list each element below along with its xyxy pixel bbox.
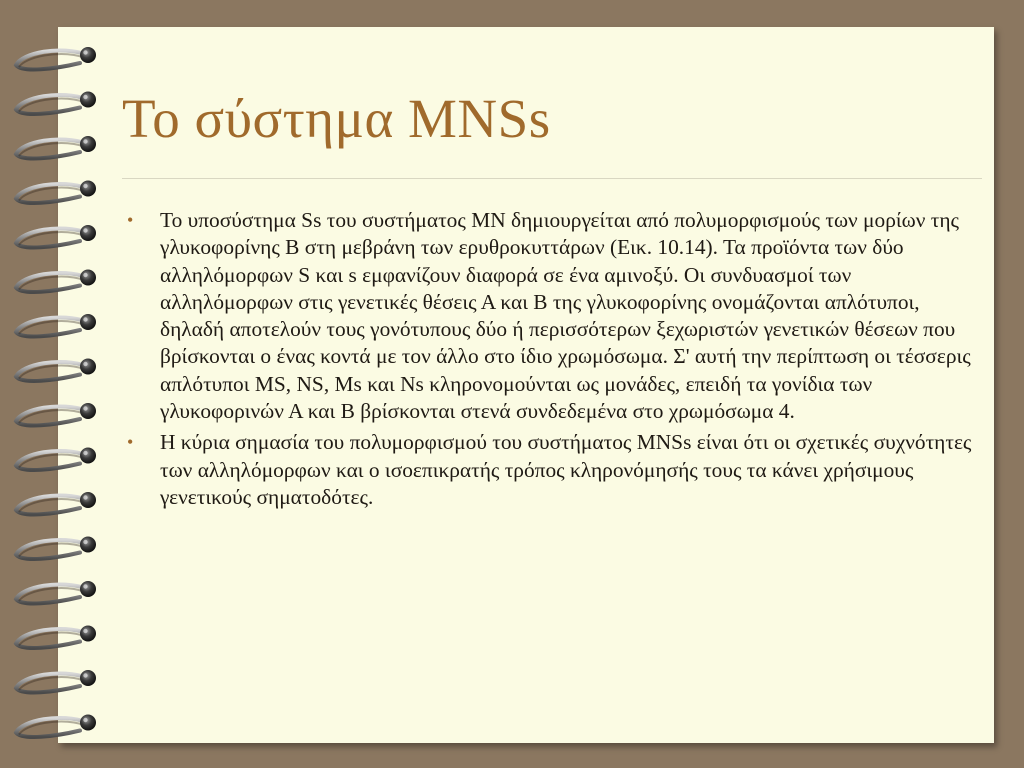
ring-shine (83, 718, 87, 722)
ring-shine (83, 451, 87, 455)
spiral-binding-ring-icon (16, 581, 96, 603)
ring-shine (83, 139, 87, 143)
ring-shine (83, 317, 87, 321)
ring-shine (83, 50, 87, 54)
slide-title: Το σύστημα MNSs (122, 88, 551, 149)
ring-head (80, 314, 96, 330)
ring-shine (83, 406, 87, 410)
spiral-binding-ring-icon (16, 225, 96, 247)
ring-shine (83, 629, 87, 633)
spiral-binding-ring-icon (16, 314, 96, 336)
bullet-icon: • (127, 432, 134, 453)
ring-shine (83, 362, 87, 366)
ring-head (80, 92, 96, 108)
ring-shine (83, 584, 87, 588)
ring-shine (83, 95, 87, 99)
spiral-binding-ring-icon (16, 537, 96, 559)
ring-head (80, 359, 96, 375)
spiral-binding-ring-icon (16, 715, 96, 737)
spiral-binding-ring-icon (16, 181, 96, 203)
bullet-item (124, 429, 984, 511)
spiral-binding-ring-icon (16, 47, 96, 69)
ring-head (80, 448, 96, 464)
spiral-binding-ring-icon (16, 626, 96, 648)
title-divider (122, 178, 982, 179)
ring-head (80, 626, 96, 642)
bullet-item (124, 207, 984, 425)
ring-shine (83, 228, 87, 232)
spiral-binding (0, 0, 110, 768)
ring-head (80, 715, 96, 731)
ring-shine (83, 673, 87, 677)
spiral-binding-ring-icon (16, 359, 96, 381)
ring-head (80, 270, 96, 286)
spiral-binding-ring-icon (16, 92, 96, 114)
ring-head (80, 47, 96, 63)
spiral-binding-ring-icon (16, 448, 96, 470)
ring-head (80, 403, 96, 419)
ring-head (80, 537, 96, 553)
ring-head (80, 670, 96, 686)
ring-head (80, 225, 96, 241)
ring-head (80, 181, 96, 197)
ring-head (80, 581, 96, 597)
bullet-text: Το υποσύστημα Ss του συστήματος MN δημιουργείται από πολυμορφισμούς των μορίων της γλυκοφορίνης Β στη μεβράνη των ερυθροκυττάρων (Εικ. 10.14). Τα προϊόντα των δύο αλληλόμορφων S και s εμφανίζουν διαφορά σε ένα αμινοξύ. Οι συνδυασμοί των αλληλόμορφων στις γενετικές θέσεις Α και Β της γλυκοφορίνης ονομάζονται απλότυποι, δηλαδή αποτελούν τους γονότυπους δύο ή περισσότερων ξεχωριστών γενετικών θέσεων που βρίσκονται ο ένας κοντά με τον άλλο στο ίδιο χρωμόσωμα. Σ' αυτή την περίπτωση οι τέσσερις απλότυποι MS, NS, Ms και Ns κληρονομούνται ως μονάδες, επειδή τα γονίδια των γλυκοφορινών Α και Β βρίσκονται στενά συνδεδεμένα στο χρωμόσωμα 4. (160, 208, 971, 424)
ring-head (80, 492, 96, 508)
spiral-binding-ring-icon (16, 670, 96, 692)
ring-shine (83, 184, 87, 188)
ring-head (80, 136, 96, 152)
ring-shine (83, 540, 87, 544)
spiral-binding-ring-icon (16, 492, 96, 514)
ring-shine (83, 495, 87, 499)
spiral-binding-ring-icon (16, 403, 96, 425)
slide-page (58, 27, 994, 743)
bullet-list (124, 207, 984, 515)
ring-shine (83, 273, 87, 277)
spiral-binding-ring-icon (16, 136, 96, 158)
bullet-icon: • (127, 210, 134, 230)
spiral-binding-ring-icon (16, 270, 96, 292)
bullet-text: Η κύρια σημασία του πολυμορφισμού του συστήματος MNSs είναι ότι οι σχετικές συχνότητες των αλληλόμορφων και ο ισοεπικρατής τρόπος κληρονόμησής τους τα κάνει χρήσιμους γενετικούς σηματοδότες. (160, 430, 972, 509)
